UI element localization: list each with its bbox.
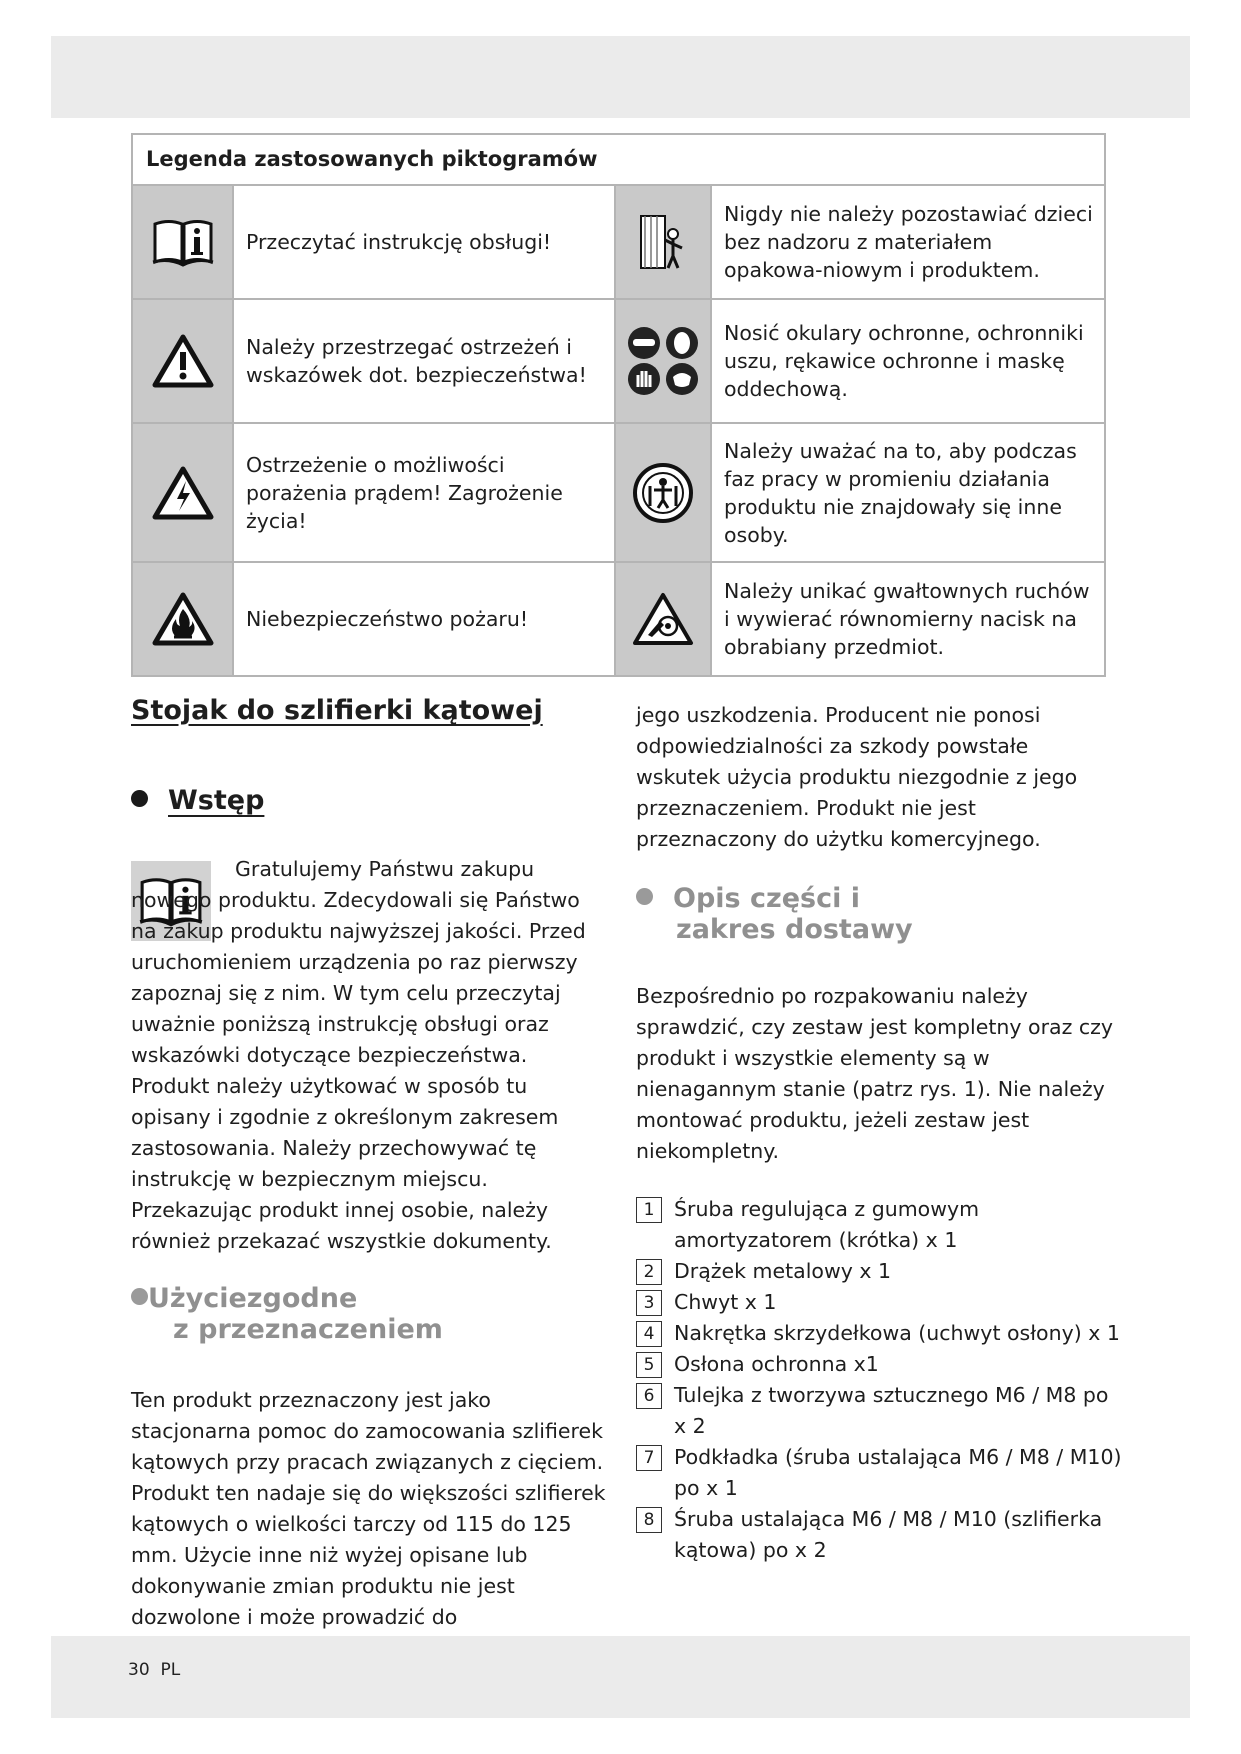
- electric-shock-icon: [133, 424, 234, 561]
- pictogram-legend-table: [131, 133, 1106, 677]
- legend-text: Należy unikać gwałtownych ruchów i wywierać równomierny nacisk na obrabiany przedmiot.: [724, 579, 1090, 659]
- intro-paragraph: Gratulujemy Państwu zakupu nowego produktu. Zdecydowali się Państwo na zakup produktu najwyższej jakości. Przed uruchomieniem urządzenia po raz pierwszy zapoznaj się z nim. W tym celu przeczytaj uważnie poniższą instrukcję obsługi oraz wskazówki dotyczące bezpieczeństwa. Produkt należy użytkować w sposób tu opisany i zgodnie z określonym zakresem zastosowania. Należy przechowywać tę instrukcję w bezpiecznym miejscu. Przekazując produkt innej osobie, należy również przekazać wszystkie dokumenty.: [131, 857, 586, 1253]
- bullet-icon: [131, 1288, 148, 1305]
- list-item: [636, 1380, 1126, 1442]
- list-item: [636, 1194, 1126, 1256]
- legend-row: [133, 186, 1104, 300]
- list-item: [636, 1318, 1126, 1349]
- part-number: 7: [636, 1445, 662, 1471]
- document-title: Stojak do szlifierki kątowej: [131, 695, 543, 726]
- part-description: Śruba ustalająca M6 / M8 / M10 (szlifierka kątowa) po x 2: [674, 1507, 1103, 1562]
- usage-paragraph-continued: jego uszkodzenia. Producent nie ponosi odpowiedzialności za szkody powstałe wskutek użycia produktu niezgodnie z jego przeznaczeniem. Produkt nie jest przeznaczony do użytku komercyjnego.: [636, 703, 1078, 851]
- part-number: 8: [636, 1507, 662, 1533]
- legend-text: Nosić okulary ochronne, ochronniki uszu, rękawice ochronne i maskę oddechową.: [724, 321, 1084, 401]
- part-number: 5: [636, 1352, 662, 1378]
- legend-text: Niebezpieczeństwo pożaru!: [234, 563, 616, 675]
- child-packaging-icon: [616, 186, 712, 298]
- protective-gear-icon: [616, 300, 712, 422]
- bullet-icon: [636, 888, 653, 905]
- legend-text: Ostrzeżenie o możliwości porażenia prądem! Zagrożenie życia!: [234, 424, 616, 561]
- part-number: 6: [636, 1383, 662, 1409]
- part-description: Tulejka z tworzywa sztucznego M6 / M8 po x 2: [674, 1383, 1109, 1438]
- parts-list: [636, 1194, 1126, 1566]
- list-item: [636, 1504, 1126, 1566]
- part-description: Podkładka (śruba ustalająca M6 / M8 / M10) po x 1: [674, 1445, 1122, 1500]
- part-description: Chwyt x 1: [674, 1290, 777, 1314]
- legend-row: [133, 300, 1104, 424]
- list-item: [636, 1287, 1126, 1318]
- fire-hazard-icon: [133, 563, 234, 675]
- legend-title: Legenda zastosowanych piktogramów: [133, 135, 1104, 186]
- pressure-warning-icon: [616, 563, 712, 675]
- intro-heading: Wstęp: [131, 785, 264, 816]
- manual-info-icon: [133, 186, 234, 298]
- delivery-heading: Opis części i zakres dostawy: [636, 883, 913, 945]
- keep-distance-icon: [616, 424, 712, 561]
- warning-triangle-icon: [133, 300, 234, 422]
- part-description: Nakrętka skrzydełkowa (uchwyt osłony) x 1: [674, 1321, 1120, 1345]
- legend-text: Nigdy nie należy pozostawiać dzieci bez nadzoru z materiałem opakowa-niowym i produktem.: [724, 202, 1093, 282]
- part-description: Śruba regulująca z gumowym amortyzatorem (krótka) x 1: [674, 1197, 980, 1252]
- usage-heading: Użyciezgodne z przeznaczeniem: [131, 1283, 443, 1345]
- part-number: 2: [636, 1259, 662, 1285]
- part-number: 4: [636, 1321, 662, 1347]
- part-description: Osłona ochronna x1: [674, 1352, 879, 1376]
- usage-paragraph: Ten produkt przeznaczony jest jako stacjonarna pomoc do zamocowania szlifierek kątowych przy pracach związanych z cięciem. Produkt ten nadaje się do większości szlifierek kątowych o wielkości tarczy od 115 do 125 mm. Użycie inne niż wyżej opisane lub dokonywanie zmian produktu nie jest dozwolone i może prowadzić do: [131, 1388, 606, 1629]
- bullet-icon: [131, 790, 148, 807]
- legend-text: Przeczytać instrukcję obsługi!: [234, 186, 616, 298]
- part-description: Drążek metalowy x 1: [674, 1259, 892, 1283]
- part-number: 1: [636, 1197, 662, 1223]
- list-item: [636, 1349, 1126, 1380]
- footer-band: [51, 1636, 1190, 1718]
- delivery-paragraph: Bezpośrednio po rozpakowaniu należy sprawdzić, czy zestaw jest kompletny oraz czy produkt i wszystkie elementy są w nienagannym stanie (patrz rys. 1). Nie należy montować produktu, jeżeli zestaw jest niekompletny.: [636, 984, 1114, 1163]
- legend-text: Należy uważać na to, aby podczas faz pracy w promieniu działania produktu nie znajdowały się inne osoby.: [724, 438, 1077, 547]
- legend-text: Należy przestrzegać ostrzeżeń i wskazówek dot. bezpieczeństwa!: [234, 300, 616, 422]
- page-number: 30 PL: [128, 1660, 181, 1680]
- list-item: [636, 1256, 1126, 1287]
- part-number: 3: [636, 1290, 662, 1316]
- legend-row: [133, 563, 1104, 675]
- header-band: [51, 36, 1190, 118]
- legend-row: [133, 424, 1104, 563]
- list-item: [636, 1442, 1126, 1504]
